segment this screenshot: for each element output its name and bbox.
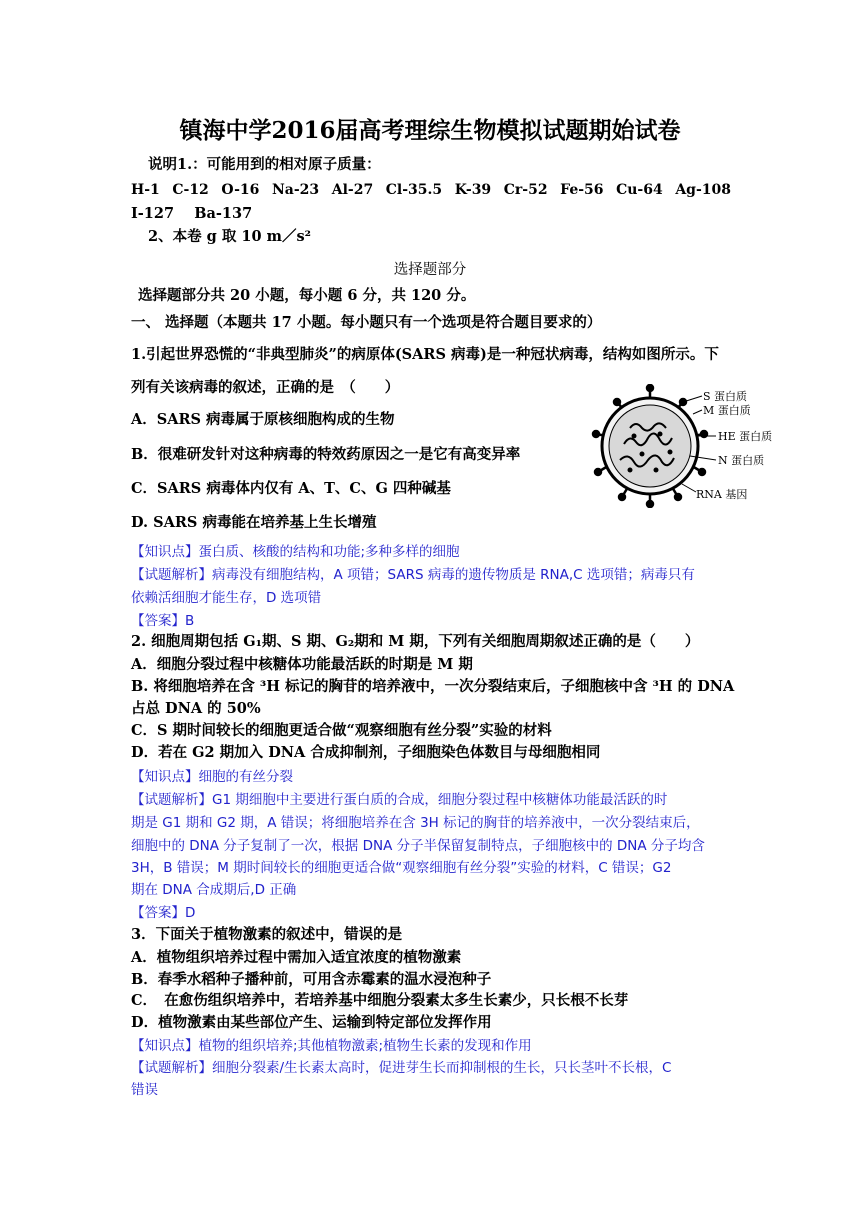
- element-mass: Cl-35.5: [385, 182, 443, 198]
- q2-analysis-cont: 细胞中的 DNA 分子复制了一次，根据 DNA 分子半保留复制特点，子细胞核中的 DNA 分子均含: [131, 838, 705, 854]
- q1-option-a: A．SARS 病毒属于原核细胞构成的生物: [131, 411, 395, 428]
- sars-virus-diagram: [590, 384, 790, 508]
- q2-answer: 【答案】D: [131, 905, 196, 921]
- virus-capsid: [609, 405, 691, 487]
- q2-option-d: D．若在 G2 期加入 DNA 合成抑制剂，子细胞染色体数目与母细胞相同: [131, 744, 601, 761]
- q3-option-b: B．春季水稻种子播种前，可用含赤霉素的温水浸泡种子: [131, 971, 492, 988]
- q2-option-b: B. 将细胞培养在含 ³H 标记的胸苷的培养液中，一次分裂结束后，子细胞核中含 ³H 的 DNA: [131, 678, 735, 695]
- q1-answer: 【答案】B: [131, 613, 195, 629]
- part-heading: 一、 选择题（本题共 17 小题。每小题只有一个选项是符合题目要求的）: [131, 314, 602, 331]
- exam-title: 镇海中学2016届高考理综生物模拟试题期始试卷: [179, 117, 681, 144]
- q2-stem: 2. 细胞周期包括 G₁期、S 期、G₂期和 M 期，下列有关细胞周期叙述正确的是（ ）: [131, 633, 700, 650]
- q2-knowledge: 【知识点】细胞的有丝分裂: [131, 769, 293, 785]
- q1-stem: 1.引起世界恐慌的“非典型肺炎”的病原体(SARS 病毒)是一种冠状病毒，结构如图所示。下: [131, 346, 719, 363]
- q2-option-a: A．细胞分裂过程中核糖体功能最活跃的时期是 M 期: [131, 656, 473, 673]
- q3-option-d: D．植物激素由某些部位产生、运输到特定部位发挥作用: [131, 1014, 492, 1031]
- q1-option-d: D. SARS 病毒能在培养基上生长增殖: [131, 514, 377, 531]
- section-desc: 选择题部分共 20 小题，每小题 6 分，共 120 分。: [138, 287, 476, 304]
- element-mass: Cr-52: [503, 182, 548, 198]
- element-mass: C-12: [172, 182, 209, 198]
- q1-knowledge: 【知识点】蛋白质、核酸的结构和功能;多种多样的细胞: [131, 544, 460, 560]
- note-label: 说明1.：可能用到的相对原子质量：: [148, 156, 381, 173]
- element-mass: H-1: [131, 182, 160, 198]
- q3-option-a: A．植物组织培养过程中需加入适宜浓度的植物激素: [131, 949, 462, 966]
- q2-analysis-cont: 期在 DNA 合成期后,D 正确: [131, 882, 297, 898]
- q1-analysis-cont: 依赖活细胞才能生存，D 选项错: [131, 590, 322, 606]
- element-mass: Al-27: [331, 182, 374, 198]
- element-mass: Na-23: [271, 182, 320, 198]
- label-n-protein: N 蛋白质: [718, 454, 765, 467]
- q2-option-c: C．S 期时间较长的细胞更适合做“观察细胞有丝分裂”实验的材料: [131, 722, 552, 739]
- element-mass-line2: I-127 Ba-137: [131, 205, 253, 222]
- label-rna-gene: RNA 基因: [696, 488, 748, 501]
- label-he-protein: HE 蛋白质: [718, 430, 773, 443]
- element-mass: K-39: [454, 182, 492, 198]
- element-mass: Fe-56: [560, 182, 604, 198]
- q3-option-c: C． 在愈伤组织培养中，若培养基中细胞分裂素太多生长素少，只长根不长芽: [131, 992, 629, 1009]
- element-mass: Cu-64: [616, 182, 663, 198]
- element-mass: O-16: [221, 182, 260, 198]
- q2-analysis: 【试题解析】G1 期细胞中主要进行蛋白质的合成，细胞分裂过程中核糖体功能最活跃的时: [131, 792, 668, 808]
- element-mass-list: [131, 182, 731, 198]
- q2-analysis-cont: 3H，B 错误；M 期时间较长的细胞更适合做“观察细胞有丝分裂”实验的材料，C 错误；G2: [131, 860, 672, 876]
- q2-option-b-cont: 占总 DNA 的 50%: [131, 700, 261, 717]
- q3-knowledge: 【知识点】植物的组织培养;其他植物激素;植物生长素的发现和作用: [131, 1038, 532, 1054]
- q3-stem: 3．下面关于植物激素的叙述中，错误的是: [131, 926, 403, 943]
- element-mass: Ag-108: [675, 182, 731, 198]
- q3-analysis: 【试题解析】细胞分裂素/生长素太高时，促进芽生长而抑制根的生长，只长茎叶不长根，C: [131, 1060, 672, 1076]
- label-m-protein: M 蛋白质: [703, 404, 751, 417]
- section-title: 选择题部分: [393, 262, 467, 278]
- q1-analysis: 【试题解析】病毒没有细胞结构，A 项错；SARS 病毒的遗传物质是 RNA,C 选项错；病毒只有: [131, 567, 695, 583]
- q3-analysis-cont: 错误: [131, 1082, 158, 1098]
- q1-stem-cont: 列有关该病毒的叙述，正确的是 （ ）: [131, 379, 400, 396]
- q1-option-b: B．很难研发针对这种病毒的特效药原因之一是它有高变异率: [131, 446, 521, 463]
- label-s-protein: S 蛋白质: [703, 390, 748, 403]
- q2-analysis-cont: 期是 G1 期和 G2 期，A 错误；将细胞培养在含 3H 标记的胸苷的培养液中，一次分裂结束后，: [131, 815, 700, 831]
- q1-option-c: C．SARS 病毒体内仅有 A、T、C、G 四种碱基: [131, 480, 451, 497]
- note-2: 2、本卷 g 取 10 m／s²: [148, 228, 311, 245]
